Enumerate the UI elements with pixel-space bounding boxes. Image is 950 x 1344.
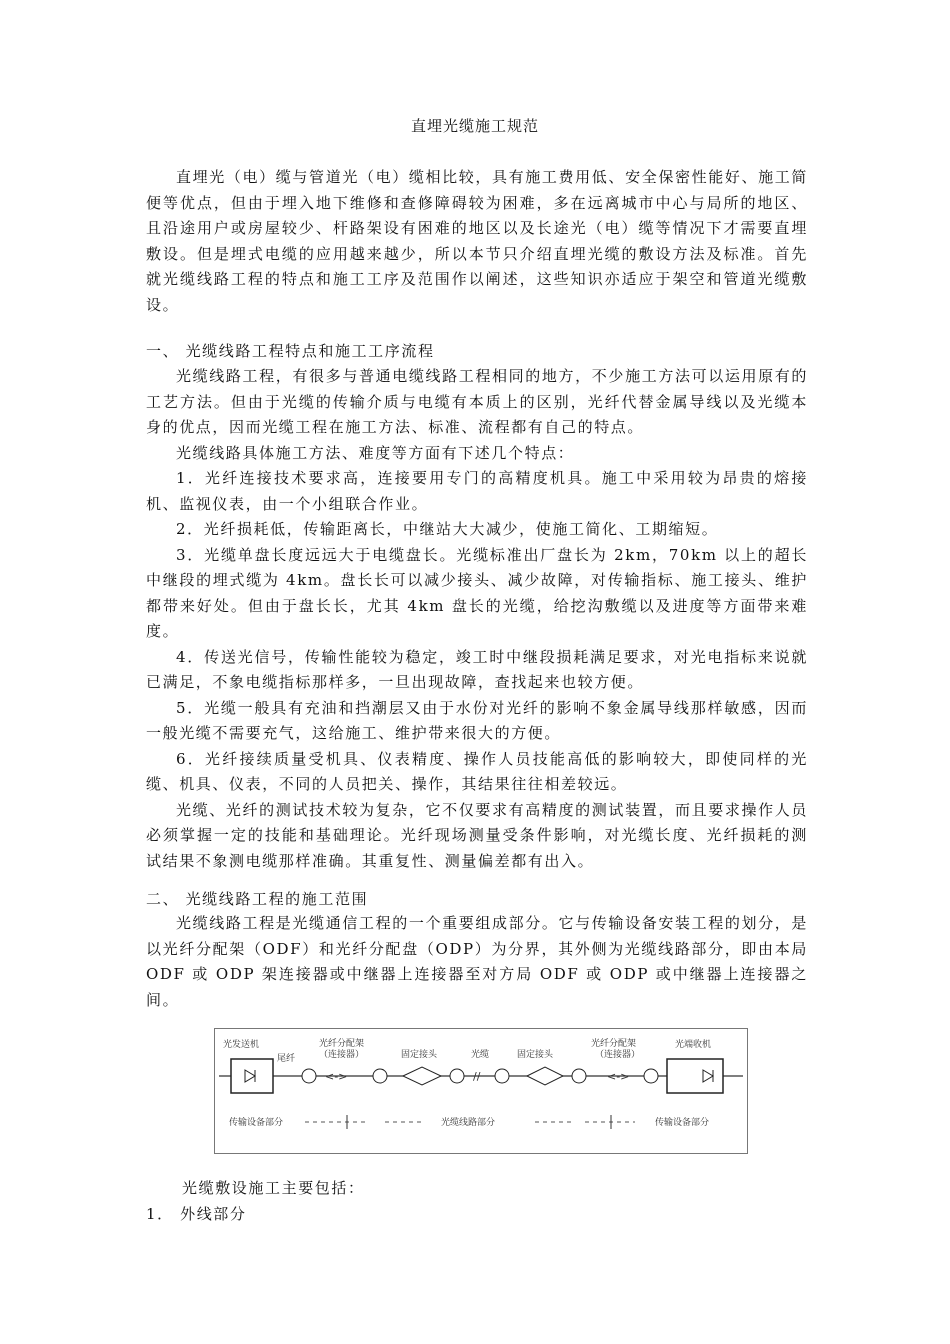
odf-right-sub-label: （连接器）	[595, 1050, 641, 1060]
intro-paragraph: 直埋光（电）缆与管道光（电）缆相比较，具有施工费用低、安全保密性能好、施工简便等优点，但由于埋入地下维修和查修障碍较为困难，多在远离城市中心与局所的地区、且沿途用户或房屋较少、杆路架设有困难的地区以及长途光（电）缆等情况下才需要直埋敷设。但是埋式电缆的应用越来越少，所以本节只介绍直埋光缆的敷设方法及标准。首先就光缆线路工程的特点和施工工序及范围作以阐述，这些知识亦适应于架空和管道光缆敷设。	[146, 168, 808, 314]
zone-mid-label: 光缆线路部分	[441, 1118, 496, 1128]
fiber-link-svg	[215, 1029, 747, 1153]
connector-icon	[373, 1069, 387, 1083]
transmitter-label: 光发送机	[223, 1040, 260, 1050]
list-item-outside: 1． 外线部分	[146, 1205, 247, 1223]
section2-paragraph-1: 光缆线路工程是光缆通信工程的一个重要组成部分。它与传输设备安装工程的划分，是以光纤分配架（ODF）和光纤分配盘（ODP）为分界，其外侧为光缆线路部分，即由本局 ODF 或 ODP 架连接器或中继器上连接器至对方局 ODF 或 ODP 或中继器上连接器之间。	[146, 914, 808, 1009]
laying-intro-text: 光缆敷设施工主要包括：	[182, 1179, 365, 1197]
cable-break-icon: //	[473, 1070, 481, 1083]
connector-icon	[302, 1069, 316, 1083]
pigtail-label: 尾纤	[277, 1054, 296, 1064]
fiber-link-diagram	[214, 1028, 748, 1154]
odf-left-label: 光纤分配架	[319, 1039, 365, 1049]
document-title: 直埋光缆施工规范	[410, 117, 539, 135]
odf-left-arrows-icon: <->	[325, 1070, 348, 1083]
fixed-joint-1-label: 固定接头	[401, 1050, 438, 1060]
section2-heading: 二、 光缆线路工程的施工范围	[146, 890, 369, 908]
transmitter-box	[231, 1059, 273, 1093]
connector-icon	[450, 1069, 464, 1083]
fixed-joint-icon	[403, 1067, 441, 1085]
zone-left-label: 传输设备部分	[229, 1118, 284, 1128]
section2-block	[146, 911, 808, 1013]
section1-paragraph-3: 光缆、光纤的测试技术较为复杂，它不仅要求有高精度的测试装置，而且要求操作人员必须掌握一定的技能和基础理论。光纤现场测量受条件影响，对光缆长度、光纤损耗的测试结果不象测电缆那样准确。其重复性、测量偏差都有出入。	[146, 800, 808, 870]
list-item: 4．传送光信号，传输性能较为稳定，竣工时中继段损耗满足要求，对光电指标来说就已满足，不象电缆指标那样多，一旦出现故障，查找起来也较方便。	[146, 647, 808, 691]
list-item: 1．光纤连接技术要求高，连接要用专门的高精度机具。施工中采用较为昂贵的熔接机、监视仪表，由一个小组联合作业。	[146, 469, 808, 513]
intro-block	[146, 165, 808, 318]
list-item: 3．光缆单盘长度远远大于电缆盘长。光缆标准出厂盘长为 2km，70km 以上的超长中继段的埋式缆为 4km。盘长长可以减少接头、减少故障，对传输指标、施工接头、维护都带来好处。但由于盘长长，尤其 4km 盘长的光缆，给挖沟敷缆以及进度等方面带来难度。	[146, 545, 808, 640]
odf-right-label: 光纤分配架	[591, 1039, 637, 1049]
receiver-label: 光端收机	[675, 1040, 712, 1050]
section1-heading: 一、 光缆线路工程特点和施工工序流程	[146, 342, 435, 360]
list-item: 2．光纤损耗低，传输距离长，中继站大大减少，使施工简化、工期缩短。	[176, 520, 719, 538]
cable-label: 光缆	[471, 1050, 490, 1060]
connector-icon	[495, 1069, 509, 1083]
odf-left-sub-label: （连接器）	[319, 1050, 365, 1060]
section1-paragraph-2: 光缆线路具体施工方法、难度等方面有下述几个特点：	[176, 443, 575, 462]
fixed-joint-2-label: 固定接头	[517, 1050, 554, 1060]
receiver-box	[667, 1059, 723, 1093]
section1-block	[146, 364, 808, 874]
odf-right-arrows-icon: <->	[607, 1070, 630, 1083]
list-item: 6．光纤接续质量受机具、仪表精度、操作人员技能高低的影响较大，即使同样的光缆、机具、仪表，不同的人员把关、操作，其结果往往相差较远。	[146, 749, 808, 793]
list-item: 5．光缆一般具有充油和挡潮层又由于水份对光纤的影响不象金属导线那样敏感，因而一般光缆不需要充气，这给施工、维护带来很大的方便。	[146, 698, 808, 742]
section1-paragraph-1: 光缆线路工程，有很多与普通电缆线路工程相同的地方，不少施工方法可以运用原有的工艺方法。但由于光缆的传输介质与电缆有本质上的区别，光纤代替金属导线以及光缆本身的优点，因而光缆工程在施工方法、标准、流程都有自己的特点。	[146, 367, 808, 436]
zone-right-label: 传输设备部分	[655, 1118, 710, 1128]
connector-icon	[572, 1069, 586, 1083]
connector-icon	[644, 1069, 658, 1083]
fixed-joint-icon	[527, 1067, 563, 1085]
